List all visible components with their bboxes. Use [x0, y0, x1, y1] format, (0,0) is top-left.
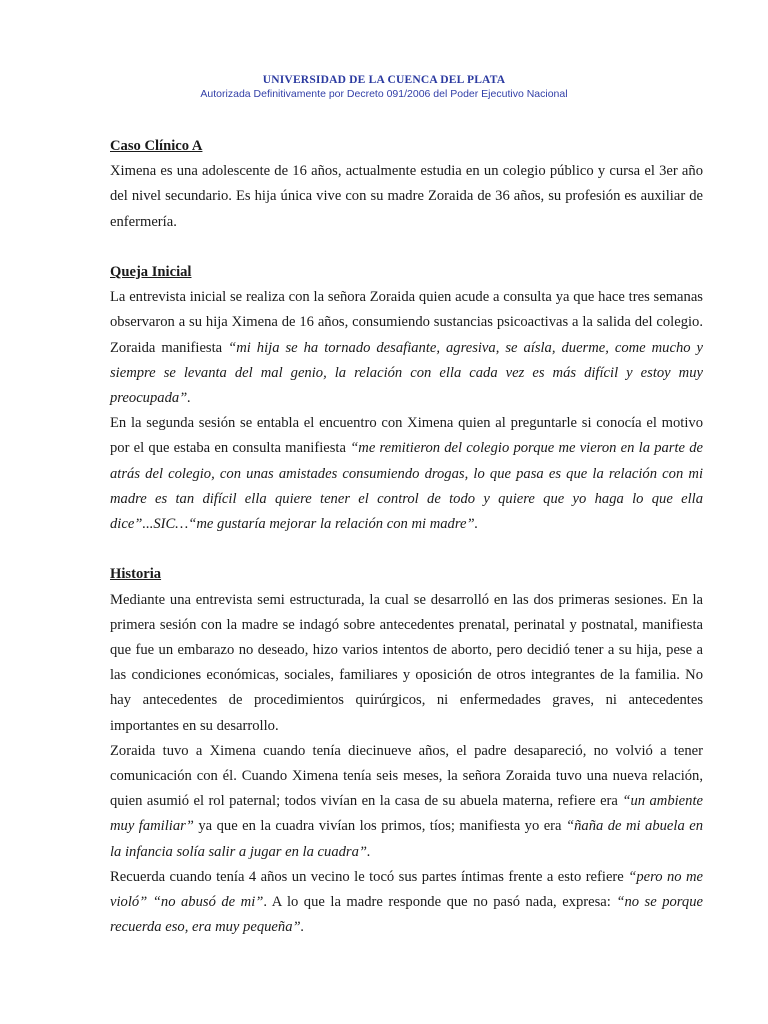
- historia-title: Historia: [110, 566, 162, 583]
- historia-p3-quote-2: “no se porque recuerda eso, era muy pequeña”.: [110, 894, 704, 936]
- historia-paragraph-2: [110, 739, 703, 865]
- historia-p3-quote-1: “pero no me violó” “no abusó de mi”: [110, 868, 703, 911]
- historia-paragraph-3: [110, 865, 703, 941]
- historia-p2-quote-2: “ñaña de mi abuela en la infancia solía salir a jugar en la cuadra”.: [110, 818, 703, 860]
- historia-p3-text-a: Recuerda cuando tenía 4 años un vecino le tocó sus partes íntimas frente a esto refiere: [110, 868, 629, 885]
- university-name: UNIVERSIDAD DE LA CUENCA DEL PLATA: [262, 74, 506, 86]
- queja-title: Queja Inicial: [110, 264, 192, 280]
- authorization-line: Autorizada Definitivamente por Decreto 091/2006 del Poder Ejecutivo Nacional: [200, 88, 568, 100]
- spacer: [110, 235, 703, 260]
- case-title: Caso Clínico A: [110, 138, 203, 154]
- queja-p2-text: En la segunda sesión se entabla el encuentro con Ximena quien al preguntarle si conocía el motivo por el que estaba en consulta manifiesta: [110, 415, 703, 457]
- spacer: [110, 537, 703, 562]
- historia-paragraph-1: Mediante una entrevista semi estructurada, la cual se desarrolló en las dos primeras sesiones. En la primera sesión con la madre se indagó sobre antecedentes prenatal, perinatal y postnatal, manifiesta que fue un embarazo no deseado, hizo varios intentos de aborto, pero decidió tener a su hija, pese a las condiciones económicas, sociales, familiares y oposición de otros integrantes de la familia. No hay antecedentes de procedimientos quirúrgicos, ni enfermedades graves, ni antecedentes importantes en su desarrollo.: [110, 591, 703, 734]
- page-header: [0, 74, 768, 100]
- historia-p3-text-b: . A lo que la madre responde que no pasó nada, expresa:: [263, 894, 617, 911]
- historia-p2-quote-1: “un ambiente muy familiar”: [110, 793, 703, 835]
- queja-paragraph-1: [110, 285, 703, 411]
- case-intro: Ximena es una adolescente de 16 años, actualmente estudia en un colegio público y cursa el 3er año del nivel secundario. Es hija única vive con su madre Zoraida de 36 años, su profesión es auxiliar de enfermería.: [110, 163, 703, 230]
- queja-p1-quote: “mi hija se ha tornado desafiante, agresiva, se aísla, duerme, come mucho y siempre se levanta del mal genio, la relación con ella cada vez es más difícil y estoy muy preocupada”.: [110, 339, 703, 407]
- document-body: [110, 134, 703, 940]
- historia-p2-text-b: ya que en la cuadra vivían los primos, tíos; manifiesta yo era: [193, 818, 566, 835]
- historia-p2-text-a: Zoraida tuvo a Ximena cuando tenía diecinueve años, el padre desapareció, no volvió a tener comunicación con él. Cuando Ximena tenía seis meses, la señora Zoraida tuvo una nueva relación, quien asumió el rol paternal; todos vivían en la casa de su abuela materna, refiere era: [110, 742, 703, 810]
- queja-p2-quote: “me remitieron del colegio porque me vieron en la parte de atrás del colegio, con unas amistades consumiendo drogas, lo que pasa es que la relación con mi madre es tan difícil ella quiere tener el control de todo y quiere que yo haga lo que ella dice”...SIC…“me gustaría mejorar la relación con mi madre”.: [110, 440, 703, 533]
- queja-p1-text: La entrevista inicial se realiza con la señora Zoraida quien acude a consulta ya que hace tres semanas observaron a su hija Ximena de 16 años, consumiendo sustancias psicoactivas a la salida del colegio. Zoraida manifiesta: [110, 289, 703, 356]
- queja-paragraph-2: [110, 411, 703, 537]
